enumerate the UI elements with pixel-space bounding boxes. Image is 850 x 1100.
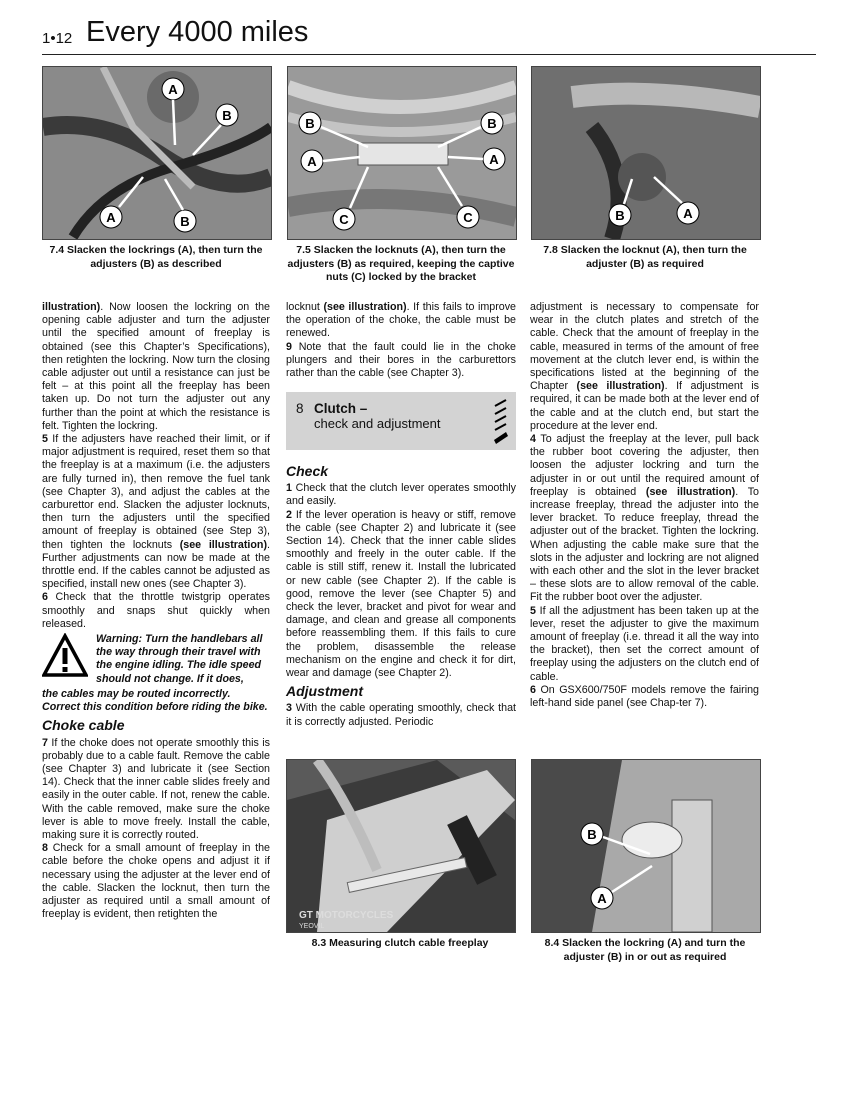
paragraph: If the lever operation is heavy or stiff, remove the cable (see Chapter 2) and lubricate it (see Section 14). Check that the inner cable slides smoothly and freely in the outer cable. If the cable is still stiff, renew it. Install the lubricated or new cable (see Chapter 2). If the cable is good, remove the lever (see Chapter 5) and check the lever, bracket and pivot for wear and damage, and clean and grease all components before reassembling them. If this fails to cure the problem, disassemble the release mechanism on the engine and check it for dirt, wear and damage (see Chapter 2).: [286, 508, 516, 680]
paragraph: adjustment is necessary to compensate for wear in the clutch plates and stretch of the cable. Check that the amount of freeplay in the cable, measured in terms of the amount of free movement at the clutch lever end, is within the specifications listed at the beginning of the Chapter: [530, 301, 759, 393]
step-number: 1: [286, 482, 292, 495]
label-c: C: [463, 210, 473, 225]
paragraph: locknut: [286, 301, 324, 313]
step-number: 8: [42, 842, 48, 855]
subheading-check: Check: [286, 463, 329, 479]
photo-text: YEOVIL: [299, 923, 325, 930]
paragraph: Check for a small amount of freeplay in the cable before the choke opens and adjust it if necessary using the adjuster at the lever end of the cable. Slacken the locknut, then turn the adjuster as required until a small amount of freeplay is evident, then retighten the: [42, 842, 270, 921]
page-number: 1•12: [42, 30, 73, 47]
paragraph: . Further adjustments can now be made at the throttle end. If the cables cannot be adjusted as specified, install new ones (see Chapter 3).: [42, 538, 270, 591]
label-a: A: [597, 891, 607, 906]
photo-8-4: [531, 759, 761, 933]
label-b: B: [222, 108, 232, 123]
step-number: 7: [42, 736, 48, 749]
step-number: 9: [286, 340, 292, 353]
photo-8-3: [286, 759, 516, 933]
label-b: B: [587, 827, 597, 842]
paragraph: Check that the throttle twistgrip operates smoothly and snaps shut quickly when released.: [42, 591, 270, 630]
photo-7-5: [287, 66, 517, 240]
label-b: B: [180, 214, 190, 229]
step-number: 5: [42, 433, 48, 446]
page-header: [42, 14, 816, 55]
label-a: A: [106, 210, 116, 225]
subheading-choke-cable: Choke cable: [42, 717, 125, 734]
label-a: A: [307, 154, 317, 169]
text-column-2-bottom: [286, 460, 516, 729]
paragraph: With the cable operating smoothly, check that it is correctly adjusted. Periodic: [286, 702, 516, 728]
paragraph: . Now loosen the lockring on the opening cable adjuster and turn the adjuster until the specified amount of freeplay is obtained (see this Chapter’s Specifications), then retighten the lockring. Now turn the closing cable adjuster out until a resistance can just be felt – at this point all the freeplay has been taken up. Do not turn the adjuster out any further than the point at which the resistance is felt. Tighten the lockring.: [42, 301, 270, 432]
caption-7-5: 7.5 Slacken the locknuts (A), then turn the adjusters (B) as required, keeping the captive nuts (C) locked by the bracket: [287, 244, 515, 283]
label-b: B: [305, 116, 315, 131]
caption-7-4: 7.4 Slacken the lockrings (A), then turn the adjusters (B) as described: [49, 244, 263, 270]
paragraph: Note that the fault could lie in the choke plungers and their bores in the carburettors rather than the cable (see Chapter 3).: [286, 340, 516, 380]
photo-7-4: [42, 66, 272, 240]
label-a: A: [489, 152, 499, 167]
page-title: Every 4000 miles: [86, 16, 309, 48]
text-bold: (see illustration): [179, 538, 268, 551]
warning-block: [42, 633, 270, 686]
warning-text: Warning: Turn the handlebars all the way through their travel with the engine idling. The idle speed should not change. If it does,: [96, 633, 263, 685]
label-c: C: [339, 212, 349, 227]
subheading-adjustment: Adjustment: [286, 683, 363, 700]
warning-text: the cables may be routed incorrectly. Correct this condition before riding the bike.: [42, 687, 268, 714]
paragraph: . If this fails to improve the operation of the choke, the cable must be renewed.: [286, 301, 516, 340]
caption-8-4: 8.4 Slacken the lockring (A) and turn the adjuster (B) in or out as required: [544, 937, 746, 963]
step-number: 5: [530, 604, 536, 617]
text-bold: (see illustration): [576, 380, 665, 393]
wrench-rating-icon: [492, 396, 510, 444]
caption-7-8: 7.8 Slacken the locknut (A), then turn the adjuster (B) as required: [543, 244, 747, 270]
step-number: 6: [530, 683, 536, 696]
step-number: 2: [286, 508, 292, 521]
section-number: 8: [296, 401, 304, 416]
paragraph: Check that the clutch lever operates smoothly and easily.: [286, 482, 516, 508]
label-b: B: [487, 116, 497, 131]
section-title: Clutch –: [314, 401, 368, 416]
text-bold: illustration): [42, 301, 101, 313]
photo-7-8: [531, 66, 761, 240]
paragraph: If the choke does not operate smoothly this is probably due to a cable fault. Remove the cable (see Chapter 3) and lubricate it (see Section 14). Check that the inner cable slides freely and easily in the outer cable. If not, renew the cable. With the cable removed, make sure the choke lever is able to move freely. Install the cable, making sure it is correctly routed.: [42, 736, 270, 841]
label-a: A: [683, 206, 693, 221]
text-column-2-top: [286, 301, 516, 380]
paragraph: If all the adjustment has been taken up at the lever, reset the adjuster to give the maximum amount of freeplay (i.e. thread it all the way into the bracket), then set the correct amount of freeplay using the adjusters on the clutch end of cable.: [530, 604, 759, 683]
text-bold: (see illustration): [323, 301, 407, 313]
text-bold: (see illustration): [645, 485, 736, 498]
label-b: B: [615, 208, 625, 223]
text-column-1: [42, 301, 270, 921]
caption-8-3: 8.3 Measuring clutch cable freeplay: [311, 937, 489, 949]
warning-icon: [42, 633, 88, 679]
label-a: A: [168, 82, 178, 97]
step-number: 4: [530, 433, 536, 446]
section-header: [286, 392, 516, 450]
text-column-3: [530, 301, 759, 710]
paragraph: . If adjustment is required, it can be made both at the lever end of the cable and at the clutch end, but start the procedure at the lever end.: [530, 380, 759, 432]
paragraph: If the adjusters have reached their limit, or if major adjustment is required, reset them so that the freeplay is at a maximum (i.e. the adjusters are fully turned in), then remove the fuel tank (see Chapter 3), and adjust the cables at the carburettor end. Slacken the adjuster locknuts, then turn the adjusters until the specified amount of freeplay is obtained (see Step 3), then tighten the locknuts: [42, 433, 270, 551]
step-number: 3: [286, 702, 292, 715]
step-number: 6: [42, 591, 48, 604]
photo-text: GT MOTORCYCLES: [299, 910, 394, 921]
section-subtitle: check and adjustment: [314, 416, 441, 431]
paragraph: On GSX600/750F models remove the fairing left-hand side panel (see Chap-ter 7).: [530, 683, 759, 710]
paragraph: . To increase freeplay, thread the adjuster into the lever bracket. To reduce freeplay, thread the adjuster out of the bracket. Tighten the lockring. When adjusting the cable make sure that the slots in the adjuster and lockring are not aligned with each other and the slot in the lever bracket – these slots are to allow removal of the cable. Fit the rubber boot over the adjuster.: [530, 485, 759, 604]
paragraph: To adjust the freeplay at the lever, pull back the rubber boot covering the adjuster, then loosen the adjuster lockring and turn the adjuster in or out until the required amount of freeplay is obtained: [530, 433, 759, 498]
